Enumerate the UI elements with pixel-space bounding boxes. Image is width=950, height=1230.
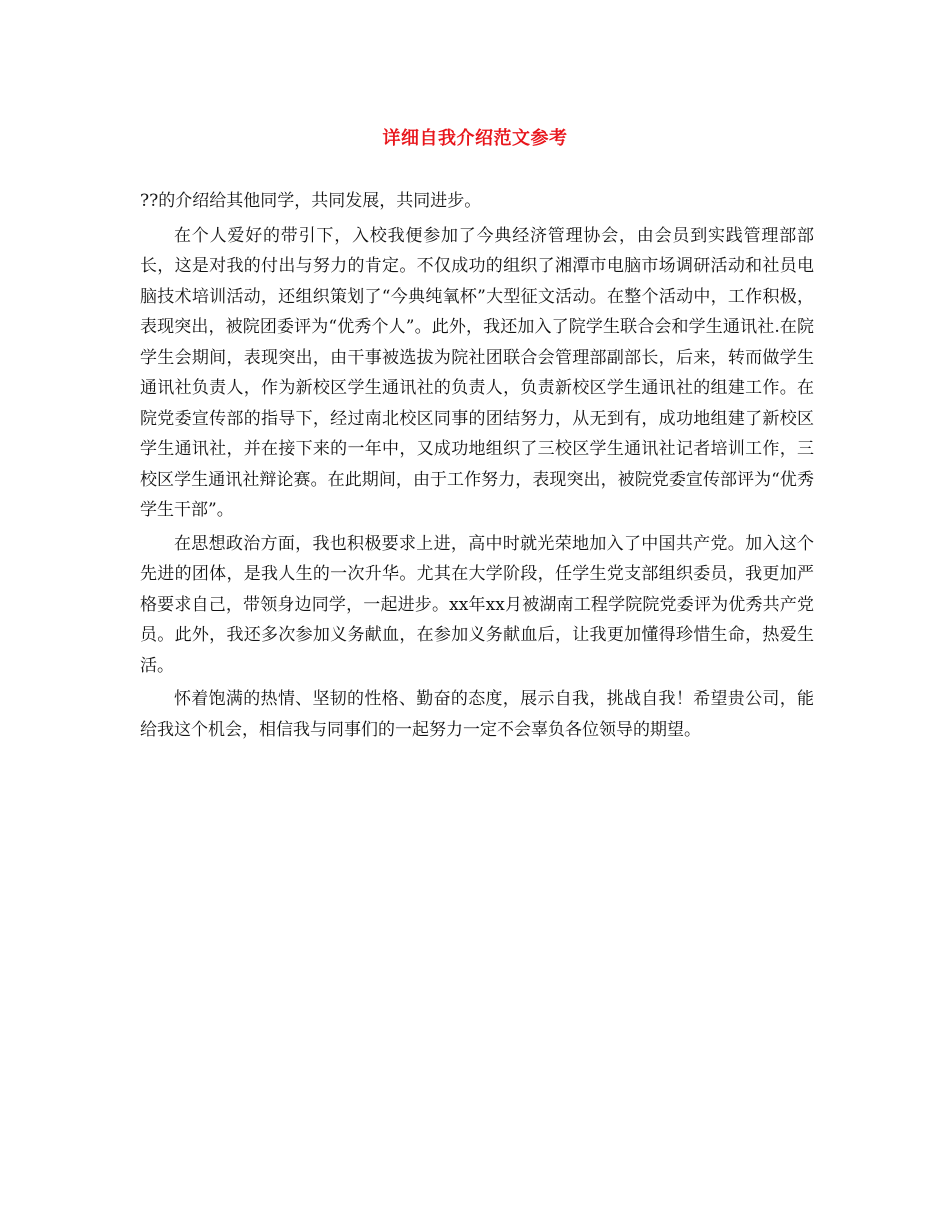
paragraph-hobbies-activities: 在个人爱好的带引下，入校我便参加了今典经济管理协会，由会员到实践管理部部长，这是对我的付出与努力的肯定。不仅成功的组织了湘潭市电脑市场调研活动和社员电脑技术培训活动，还组织策划了“今典纯氧杯”大型征文活动。在整个活动中，工作积极，表现突出，被院团委评为“优秀个人”。此外，我还加入了院学生联合会和学生通讯社.在院学生会期间，表现突出，由干事被选拔为院社团联合会管理部副部长，后来，转而做学生通讯社负责人，作为新校区学生通讯社的负责人，负责新校区学生通讯社的组建工作。在院党委宣传部的指导下，经过南北校区同事的团结努力，从无到有，成功地组建了新校区学生通讯社，并在接下来的一年中，又成功地组织了三校区学生通讯社记者培训工作，三校区学生通讯社辩论赛。在此期间，由于工作努力，表现突出，被院党委宣传部评为“优秀学生干部”。 [140, 225, 814, 520]
document-title: 详细自我介绍范文参考 [382, 128, 568, 149]
document-body [140, 186, 814, 748]
paragraph-closing: 怀着饱满的热情、坚韧的性格、勤奋的态度，展示自我，挑战自我！希望贵公司，能给我这个机会，相信我与同事们的一起努力一定不会辜负各位领导的期望。 [140, 689, 814, 740]
paragraph-political: 在思想政治方面，我也积极要求上进，高中时就光荣地加入了中国共产党。加入这个先进的团体，是我人生的一次升华。尤其在大学阶段，任学生党支部组织委员，我更加严格要求自己，带领身边同学，一起进步。xx年xx月被湖南工程学院院党委评为优秀共产党员。此外，我还多次参加义务献血，在参加义务献血后，让我更加懂得珍惜生命，热爱生活。 [140, 533, 814, 676]
paragraph-continuation: ??的介绍给其他同学，共同发展，共同进步。 [140, 191, 482, 211]
